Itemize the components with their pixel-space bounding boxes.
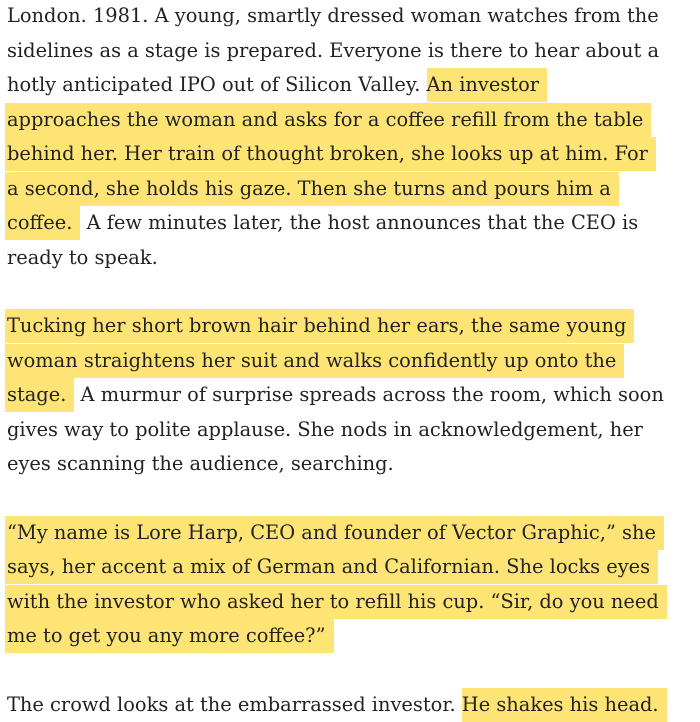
text-line (7, 344, 624, 378)
body-text: A murmur of surprise spreads across the room, which soon (74, 383, 664, 406)
text-line (7, 619, 334, 653)
body-text: gives way to polite applause. She nods in acknowledgement, her (7, 418, 643, 441)
highlighted-text: me to get you any more coffee?” (5, 619, 334, 653)
body-text: ready to speak. (7, 246, 158, 269)
highlighted-text: He shakes his head. (462, 688, 667, 722)
text-line (7, 447, 394, 481)
text-line (7, 516, 664, 550)
highlighted-text: An investor (427, 68, 547, 102)
text-line (7, 309, 634, 343)
text-line (7, 241, 158, 275)
body-text: The crowd looks at the embarrassed investor. (7, 693, 462, 716)
text-line (7, 413, 643, 447)
text-line (7, 688, 667, 722)
highlighted-text: a second, she holds his gaze. Then she turns and pours him a (5, 172, 619, 206)
highlighted-text: woman straightens her suit and walks confidently up onto the (5, 344, 624, 378)
highlighted-text: stage. (5, 378, 74, 412)
text-line (7, 172, 619, 206)
highlighted-text: “My name is Lore Harp, CEO and founder of Vector Graphic,” she (5, 516, 664, 550)
highlighted-text: behind her. Her train of thought broken, she looks up at him. For (5, 137, 656, 171)
body-text: hotly anticipated IPO out of Silicon Valley. (7, 73, 427, 96)
highlighted-text: coffee. (5, 206, 80, 240)
highlighted-text: with the investor who asked her to refill his cup. “Sir, do you need (5, 585, 667, 619)
text-line (7, 585, 667, 619)
text-line (7, 34, 659, 68)
text-line (7, 0, 659, 33)
body-text: sidelines as a stage is prepared. Everyone is there to hear about a (7, 39, 660, 62)
body-text: London. 1981. A young, smartly dressed woman watches from the (7, 4, 659, 27)
highlighted-text: Tucking her short brown hair behind her ears, the same young (5, 309, 634, 343)
body-text: eyes scanning the audience, searching. (7, 452, 394, 475)
text-line (7, 378, 664, 412)
body-text: A few minutes later, the host announces that the CEO is (80, 211, 639, 234)
text-line (7, 550, 658, 584)
highlighted-text: says, her accent a mix of German and Californian. She locks eyes (5, 550, 658, 584)
text-line (7, 103, 651, 137)
highlighted-text: approaches the woman and asks for a coffee refill from the table (5, 103, 651, 137)
text-line (7, 206, 638, 240)
text-line (7, 68, 547, 102)
text-line (7, 137, 656, 171)
